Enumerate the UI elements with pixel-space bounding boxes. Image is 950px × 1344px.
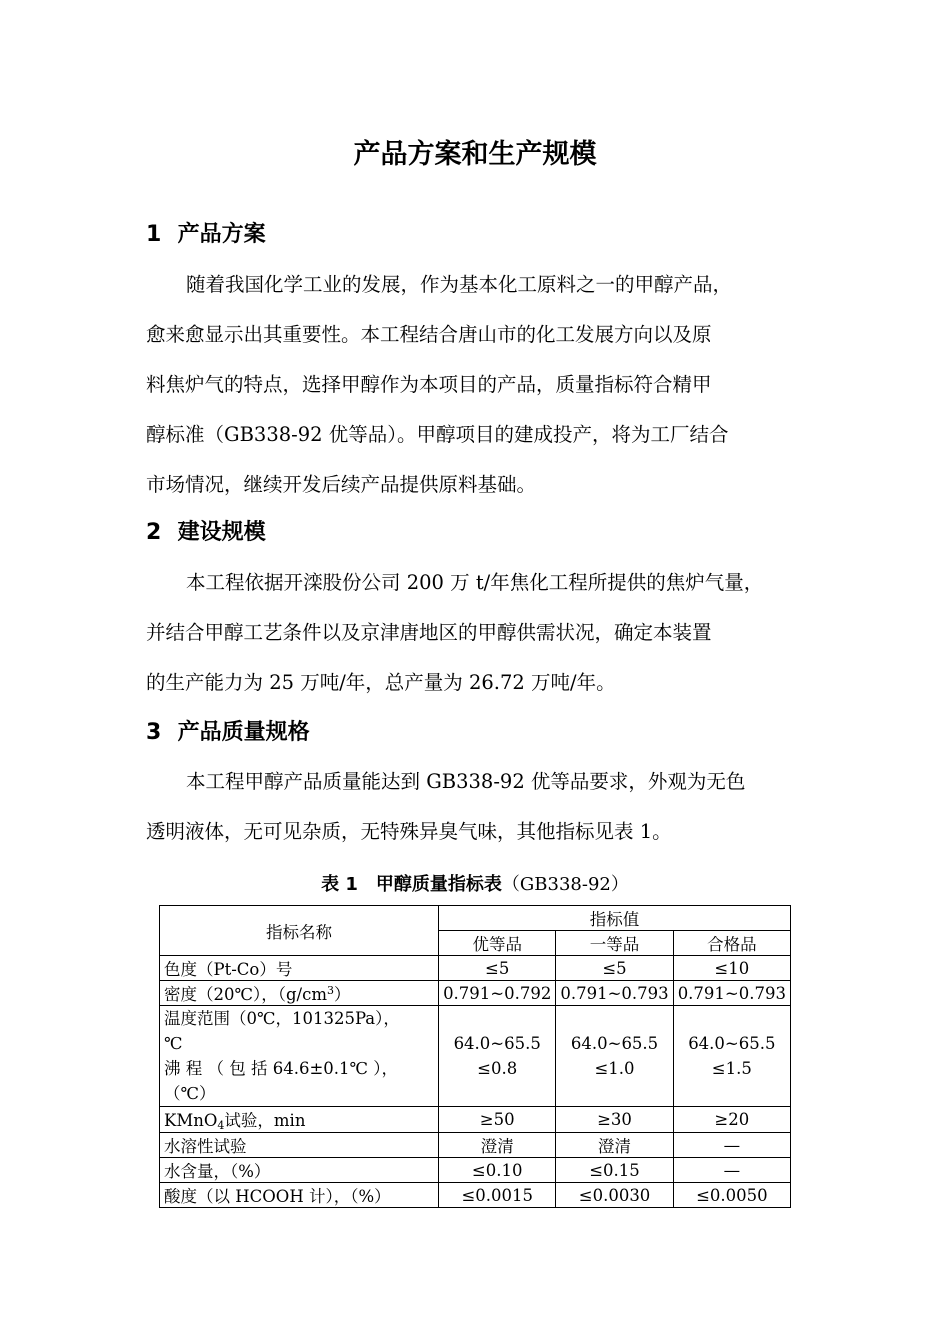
row-name: 水含量，（%） — [160, 1158, 439, 1183]
para-line: 本工程依据开滦股份公司 200 万 t/年焦化工程所提供的焦炉气量， — [186, 571, 764, 594]
cell-value: ≥30 — [556, 1107, 673, 1133]
cell-value: ≤0.10 — [439, 1158, 556, 1183]
row-name — [160, 1006, 439, 1107]
cell-value: ≤0.0015 — [439, 1183, 556, 1208]
para-line: 随着我国化学工业的发展，作为基本化工原料之一的甲醇产品， — [186, 273, 733, 296]
para-line: 愈来愈显示出其重要性。本工程结合唐山市的化工发展方向以及原 — [146, 323, 712, 346]
row-name: 色度（Pt-Co）号 — [160, 956, 439, 981]
section-heading-2 — [146, 518, 266, 548]
cell-value: ≤5 — [439, 956, 556, 981]
cell-value — [673, 1006, 790, 1107]
section-heading-1 — [146, 220, 266, 250]
row-name-text: KMnO — [164, 1111, 218, 1130]
row-name-line: ℃ — [164, 1034, 183, 1053]
cell-line: 64.0~65.5 — [453, 1034, 541, 1053]
cell-value — [439, 1006, 556, 1107]
row-name-text: ） — [333, 985, 351, 1004]
cell-line: ≤0.8 — [477, 1059, 518, 1078]
table-header-row — [160, 906, 791, 931]
row-name-text: 试验，min — [224, 1111, 306, 1130]
header-grade: 一等品 — [556, 931, 673, 956]
methanol-quality-table — [159, 905, 791, 1208]
cell-value: 澄清 — [556, 1133, 673, 1158]
cell-value: — — [673, 1133, 790, 1158]
para-line: 并结合甲醇工艺条件以及京津唐地区的甲醇供需状况，确定本装置 — [146, 621, 712, 644]
row-name: 酸度（以 HCOOH 计），（%） — [160, 1183, 439, 1208]
section-title: 产品质量规格 — [177, 720, 310, 745]
section-title: 产品方案 — [177, 222, 266, 247]
table-row — [160, 1183, 791, 1208]
row-name — [160, 1107, 439, 1133]
header-indicator-name: 指标名称 — [160, 906, 439, 956]
paragraph-construction-scale — [146, 558, 816, 708]
cell-line: ≤1.0 — [594, 1059, 635, 1078]
para-line: 市场情况，继续开发后续产品提供原料基础。 — [146, 473, 537, 496]
table-row — [160, 1133, 791, 1158]
section-number: 1 — [146, 222, 162, 247]
para-line: 料焦炉气的特点，选择甲醇作为本项目的产品，质量指标符合精甲 — [146, 373, 712, 396]
table-row — [160, 1107, 791, 1133]
row-name-line: 温度范围（0℃，101325Pa）， — [164, 1009, 400, 1028]
row-name-text: 密度（20℃），（g/cm — [164, 985, 327, 1004]
para-line: 透明液体，无可见杂质，无特殊异臭气味，其他指标见表 1。 — [146, 820, 672, 843]
cell-value: — — [673, 1158, 790, 1183]
header-grade: 合格品 — [673, 931, 790, 956]
row-name: 水溶性试验 — [160, 1133, 439, 1158]
paragraph-product-plan — [146, 260, 816, 510]
cell-value: 澄清 — [439, 1133, 556, 1158]
section-number: 2 — [146, 520, 162, 545]
cell-value: ≤5 — [556, 956, 673, 981]
table-caption-standard: （GB338-92） — [501, 874, 629, 895]
cell-value: 0.791~0.793 — [556, 981, 673, 1006]
table-caption-label: 表 1 甲醇质量指标表 — [321, 874, 502, 895]
cell-value: ≥50 — [439, 1107, 556, 1133]
cell-line: 64.0~65.5 — [688, 1034, 776, 1053]
para-line: 的生产能力为 25 万吨/年，总产量为 26.72 万吨/年。 — [146, 671, 616, 694]
page-title: 产品方案和生产规模 — [353, 139, 597, 170]
cell-value: ≤10 — [673, 956, 790, 981]
cell-value: 0.791~0.792 — [439, 981, 556, 1006]
table-row — [160, 1158, 791, 1183]
cell-value: 0.791~0.793 — [673, 981, 790, 1006]
cell-value: ≤0.0050 — [673, 1183, 790, 1208]
cell-line: ≤1.5 — [711, 1059, 752, 1078]
paragraph-quality-spec — [146, 757, 816, 857]
cell-value — [556, 1006, 673, 1107]
row-name — [160, 981, 439, 1006]
section-title: 建设规模 — [177, 520, 266, 545]
cell-line: 64.0~65.5 — [570, 1034, 659, 1053]
para-line: 醇标准（GB338-92 优等品）。甲醇项目的建成投产，将为工厂结合 — [146, 423, 729, 446]
row-name-line: （℃） — [164, 1084, 216, 1103]
cell-value: ≥20 — [673, 1107, 790, 1133]
cell-value: ≤0.15 — [556, 1158, 673, 1183]
header-indicator-value: 指标值 — [439, 906, 791, 931]
row-name-line: 沸 程 （ 包 括 64.6±0.1℃ ）， — [164, 1059, 398, 1078]
table-row — [160, 956, 791, 981]
table-caption — [0, 870, 950, 896]
cell-value: ≤0.0030 — [556, 1183, 673, 1208]
section-number: 3 — [146, 720, 162, 745]
table-row — [160, 981, 791, 1006]
superscript: 3 — [326, 984, 334, 997]
para-line: 本工程甲醇产品质量能达到 GB338-92 优等品要求，外观为无色 — [186, 770, 746, 793]
header-grade: 优等品 — [439, 931, 556, 956]
subscript: 4 — [217, 1119, 225, 1132]
table-row — [160, 1006, 791, 1107]
section-heading-3 — [146, 718, 310, 748]
